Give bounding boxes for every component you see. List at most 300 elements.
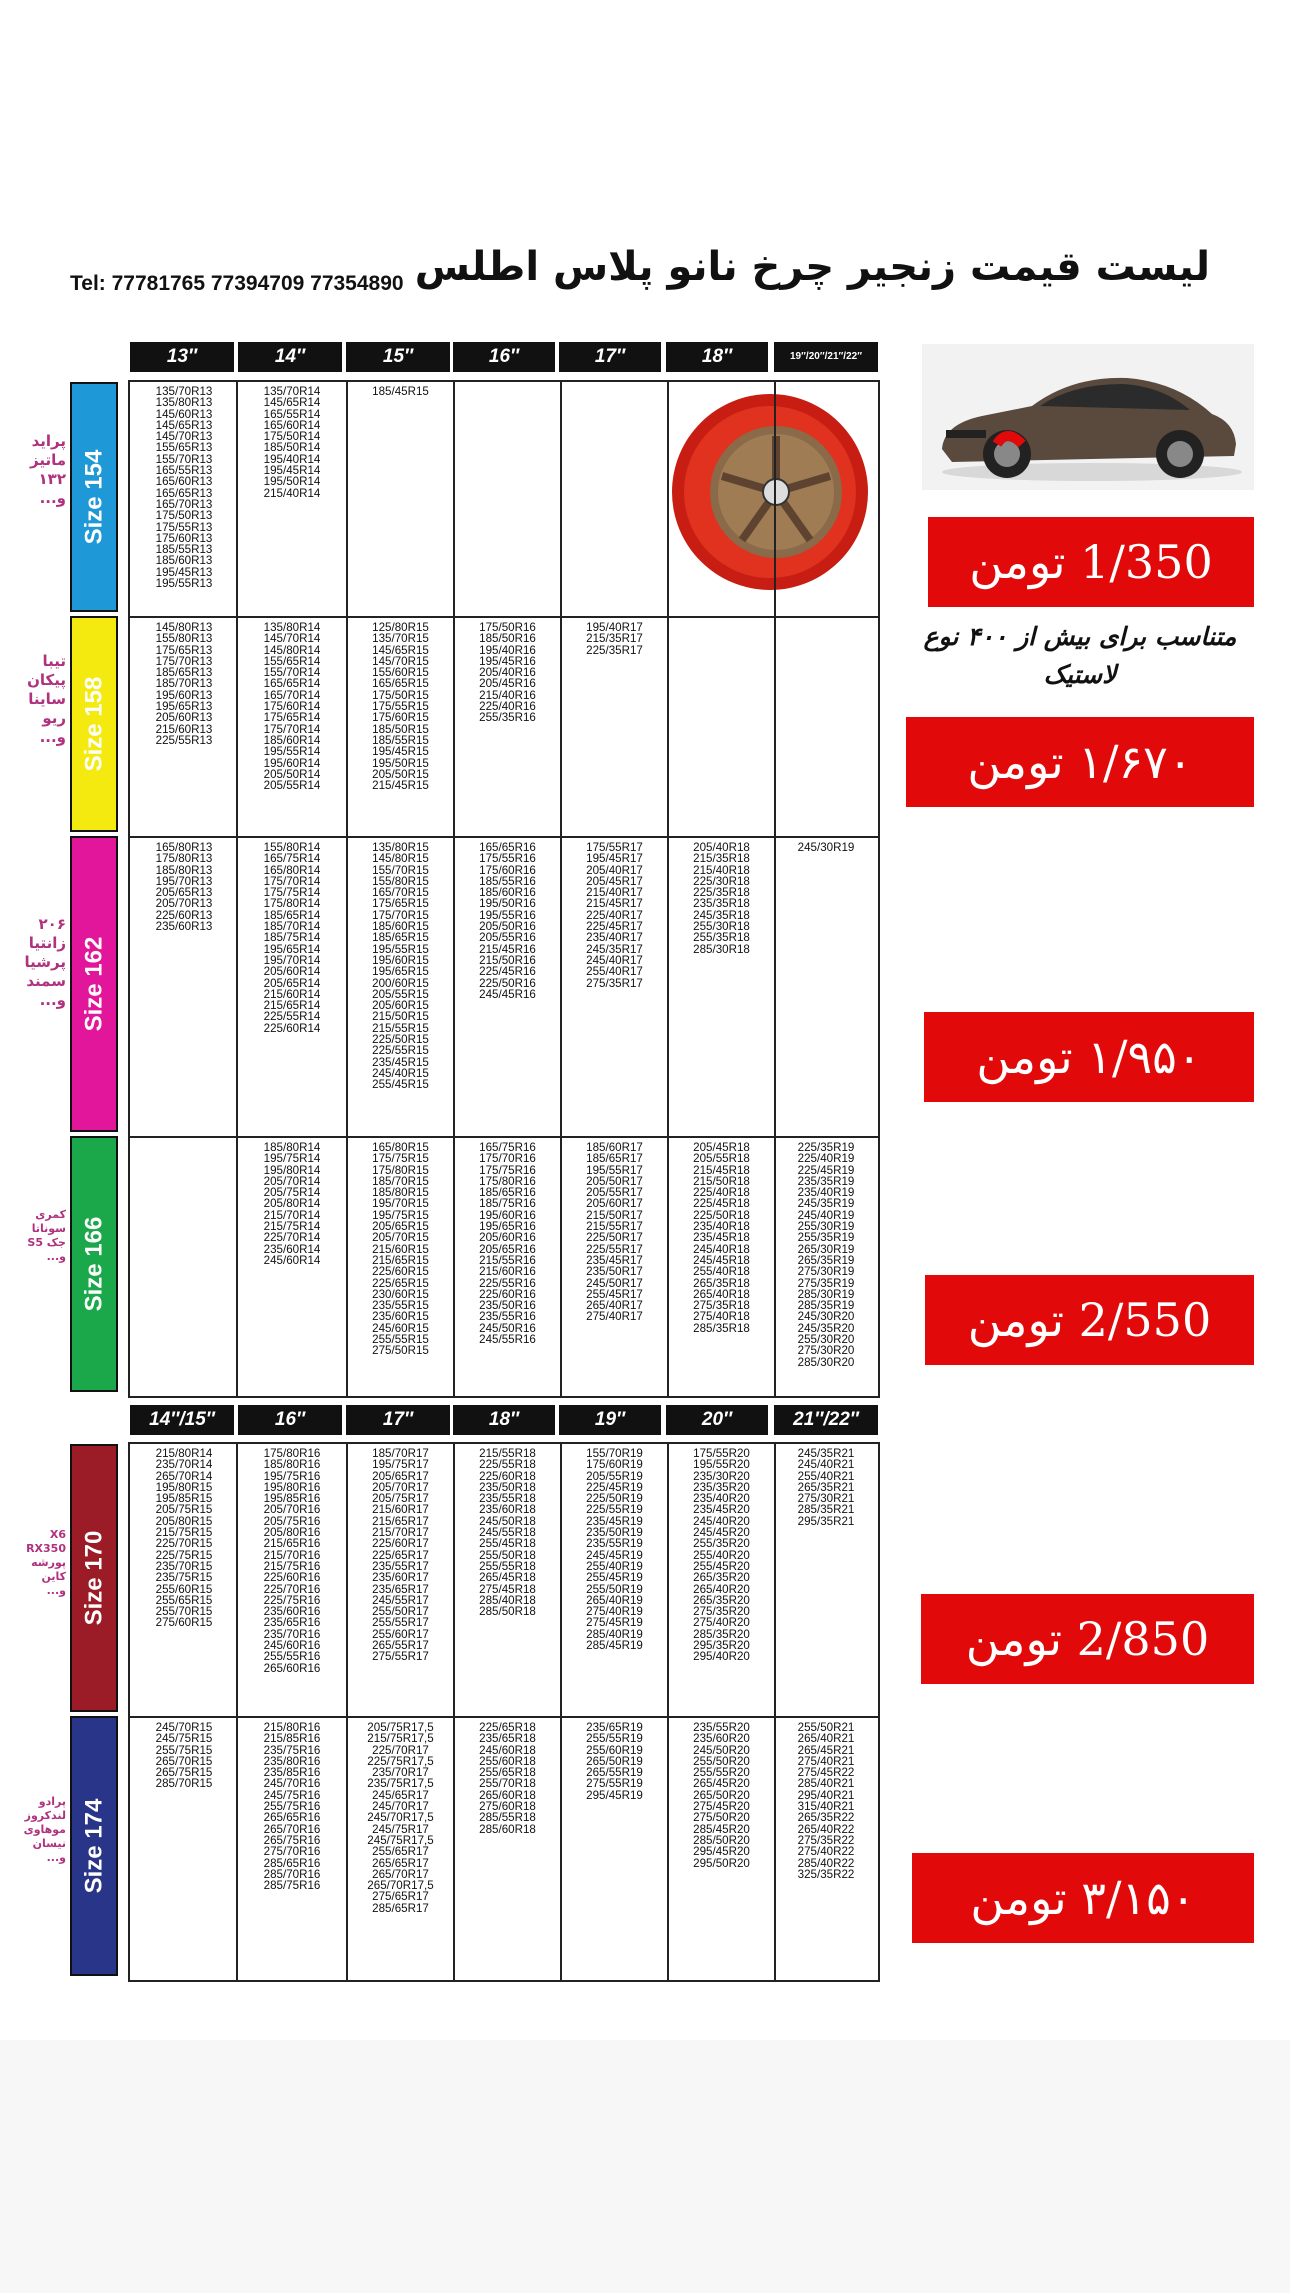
tire-size: 275/65R17 <box>372 1890 429 1904</box>
size-cell <box>130 1718 238 1980</box>
bottom-blank-area <box>0 2040 1290 2293</box>
tire-size: 235/55R20 <box>693 1721 750 1734</box>
tire-size: 235/40R18 <box>693 1220 750 1234</box>
tire-size: 225/55R13 <box>155 733 213 747</box>
tire-size: 195/70R15 <box>372 1197 429 1211</box>
tire-size: 215/50R18 <box>693 1174 750 1188</box>
tire-size: 245/35R17 <box>586 942 643 956</box>
size-cell <box>560 1444 667 1716</box>
size-label-bar <box>70 1444 118 1712</box>
table-row <box>130 1444 878 1716</box>
tire-size: 285/40R21 <box>797 1777 855 1791</box>
size-cell <box>453 382 560 616</box>
tire-size: 245/70R17 <box>372 1800 429 1814</box>
tire-size: 235/60R15 <box>372 1310 429 1324</box>
tire-size: 245/75R15 <box>155 1732 213 1746</box>
tire-size: 215/60R15 <box>372 1242 429 1256</box>
tire-size: 215/50R16 <box>479 953 536 967</box>
table2-header-4: 19″ <box>559 1405 661 1435</box>
tire-size: 225/50R18 <box>693 1208 750 1222</box>
tire-size: 285/65R16 <box>263 1856 321 1870</box>
tire-size: 235/45R19 <box>586 1514 643 1528</box>
tire-size: 195/50R14 <box>263 475 321 489</box>
tire-size: 245/70R15 <box>155 1721 213 1734</box>
tire-size: 245/45R16 <box>479 987 536 1001</box>
tire-size: 245/55R18 <box>479 1526 536 1540</box>
tire-size: 275/30R19 <box>797 1265 855 1279</box>
tire-size: 155/80R15 <box>372 874 429 888</box>
size-label-bar <box>70 836 118 1132</box>
size-cell <box>130 838 238 1136</box>
tire-size: 255/50R17 <box>372 1605 429 1619</box>
tire-size: 185/75R14 <box>263 931 321 945</box>
tire-size: 195/75R15 <box>372 1208 429 1222</box>
tire-size: 195/60R13 <box>155 688 213 702</box>
tire-size: 275/35R17 <box>586 976 643 990</box>
price-size-158: ۱/۶۷۰ تومن <box>906 717 1254 807</box>
tire-size: 235/40R19 <box>797 1186 855 1200</box>
tire-size: 235/80R16 <box>263 1754 321 1768</box>
tire-size: 225/60R18 <box>479 1469 536 1483</box>
tire-size: 275/60R18 <box>479 1800 536 1814</box>
car-model-name: ماتیز <box>29 451 66 469</box>
size-cell <box>774 1138 876 1396</box>
tire-size: 215/40R18 <box>693 863 750 877</box>
tire-size: 285/40R19 <box>586 1627 643 1641</box>
tire-size: 175/80R14 <box>263 897 321 911</box>
tire-size: 215/75R15 <box>155 1526 213 1540</box>
tire-size: 185/70R14 <box>263 920 321 934</box>
tire-size: 195/55R13 <box>155 577 213 591</box>
tire-size: 245/40R21 <box>797 1458 855 1472</box>
tire-size: 175/60R13 <box>155 531 213 545</box>
tire-size: 235/55R19 <box>586 1537 643 1551</box>
tire-size: 215/40R17 <box>586 886 643 900</box>
tire-size: 205/45R17 <box>586 874 643 888</box>
tire-size: 275/40R22 <box>797 1845 855 1859</box>
tire-size: 185/50R16 <box>479 632 536 646</box>
tire-size: 195/85R16 <box>263 1492 321 1506</box>
tire-size: 185/55R16 <box>479 874 536 888</box>
tire-size: 205/55R19 <box>586 1469 643 1483</box>
tire-size: 205/75R16 <box>263 1514 321 1528</box>
tire-size: 205/55R14 <box>263 779 321 793</box>
table2-header-3: 18″ <box>453 1405 555 1435</box>
tire-size: 215/70R14 <box>263 1208 321 1222</box>
tire-size: 295/35R21 <box>797 1514 855 1528</box>
size-cell <box>667 618 774 836</box>
tire-size: 225/45R18 <box>693 1197 750 1211</box>
tire-size: 245/50R17 <box>586 1276 643 1290</box>
tire-size: 175/55R20 <box>693 1447 750 1460</box>
tire-size: 235/65R19 <box>586 1721 643 1734</box>
size-cell <box>560 1138 667 1396</box>
table1-header-2: 15″ <box>346 342 450 372</box>
tire-size: 285/45R20 <box>693 1822 750 1836</box>
tire-size: 235/70R17 <box>372 1766 429 1780</box>
car-model-name: ریو <box>42 709 66 727</box>
tire-size: 225/50R16 <box>479 976 536 990</box>
tire-size: 235/60R17 <box>372 1571 429 1585</box>
tire-size: 155/80R13 <box>155 632 213 646</box>
tire-size: 255/40R17 <box>586 965 643 979</box>
size-label-bar <box>70 1716 118 1976</box>
tire-size: 285/30R20 <box>797 1355 855 1369</box>
tire-size: 245/60R15 <box>372 1321 429 1335</box>
tire-size: 165/60R13 <box>155 475 213 489</box>
size-cell <box>667 1718 774 1980</box>
tire-size: 215/60R13 <box>155 722 213 736</box>
tire-size: 215/55R18 <box>479 1447 536 1460</box>
tire-size: 195/75R16 <box>263 1469 321 1483</box>
tire-size: 285/55R18 <box>479 1811 536 1825</box>
tire-size: 215/75R17,5 <box>367 1732 434 1746</box>
tire-size: 285/50R18 <box>479 1605 536 1619</box>
tire-size: 205/80R15 <box>155 1514 213 1528</box>
tire-size: 325/35R22 <box>797 1867 855 1881</box>
tire-size: 265/65R17 <box>372 1856 429 1870</box>
table2-grid <box>128 1442 880 1982</box>
table-row <box>130 836 878 1136</box>
tire-size: 205/60R13 <box>155 711 213 725</box>
tire-size: 225/75R17,5 <box>367 1754 434 1768</box>
tire-size: 135/80R13 <box>155 396 213 410</box>
tire-size: 175/50R16 <box>479 621 536 634</box>
car-model-name: ۲۰۶ <box>38 915 66 933</box>
tire-size: 275/35R22 <box>797 1833 855 1847</box>
tire-size: 165/60R14 <box>263 418 321 432</box>
tire-size: 200/60R15 <box>372 976 429 990</box>
tire-size: 255/55R17 <box>372 1616 429 1630</box>
tire-size: 225/50R19 <box>586 1492 643 1506</box>
tire-size: 215/70R17 <box>372 1526 429 1540</box>
tire-size: 205/45R18 <box>693 1141 750 1154</box>
tire-size: 255/50R21 <box>797 1721 855 1734</box>
tire-size: 265/45R18 <box>479 1571 536 1585</box>
tire-size: 145/70R14 <box>263 632 321 646</box>
size-label-bar <box>70 382 118 612</box>
size-label-bar <box>70 616 118 832</box>
size-cell <box>236 618 346 836</box>
tire-size: 145/70R15 <box>372 654 429 668</box>
tire-size: 195/60R14 <box>263 756 321 770</box>
tire-size: 225/40R19 <box>797 1152 855 1166</box>
tire-size: 265/40R20 <box>693 1582 750 1596</box>
size-label: Size 170 <box>80 1530 108 1626</box>
tire-size: 195/55R15 <box>372 942 429 956</box>
tire-size: 155/80R14 <box>263 841 321 854</box>
tire-size: 135/80R14 <box>263 621 321 634</box>
tire-size: 195/80R15 <box>155 1480 213 1494</box>
size-cell <box>130 1138 238 1396</box>
tire-size: 145/65R13 <box>155 418 213 432</box>
tire-size: 225/70R16 <box>263 1582 321 1596</box>
tire-size: 225/60R16 <box>263 1571 321 1585</box>
tire-size: 175/80R16 <box>263 1447 321 1460</box>
tire-size: 195/45R14 <box>263 464 321 478</box>
tire-size: 245/60R18 <box>479 1743 536 1757</box>
tire-size: 175/70R13 <box>155 654 213 668</box>
tire-size: 275/50R20 <box>693 1811 750 1825</box>
tire-size: 175/50R13 <box>155 509 213 523</box>
tire-size: 205/55R16 <box>479 931 536 945</box>
car-model-name: نیسان <box>32 1837 66 1850</box>
tire-size: 205/75R17 <box>372 1492 429 1506</box>
size-cell <box>453 1138 560 1396</box>
tire-size: 245/75R16 <box>263 1788 321 1802</box>
tire-size: 165/70R13 <box>155 497 213 511</box>
tire-size: 255/70R15 <box>155 1605 213 1619</box>
tire-size: 255/75R16 <box>263 1800 321 1814</box>
tire-size: 245/75R17,5 <box>367 1833 434 1847</box>
tire-size: 235/30R20 <box>693 1469 750 1483</box>
table2-header-0: 14″/15″ <box>130 1405 234 1435</box>
tire-size: 245/35R19 <box>797 1197 855 1211</box>
tire-size: 135/70R13 <box>155 385 213 398</box>
tire-size: 235/50R16 <box>479 1299 536 1313</box>
tire-size: 245/40R20 <box>693 1514 750 1528</box>
car-model-name: پیکان <box>27 671 66 689</box>
tire-size: 265/40R22 <box>797 1822 855 1836</box>
top-blank-area <box>0 0 1290 178</box>
tire-size: 195/45R17 <box>586 852 643 866</box>
tire-size: 155/70R14 <box>263 666 321 680</box>
tire-size: 255/30R19 <box>797 1220 855 1234</box>
size-cell <box>236 382 346 616</box>
tire-size: 225/75R16 <box>263 1593 321 1607</box>
tire-size: 205/70R13 <box>155 897 213 911</box>
size-cell <box>453 1444 560 1716</box>
tire-size: 225/55R18 <box>479 1458 536 1472</box>
tire-size: 225/35R18 <box>693 886 750 900</box>
tire-size: 235/85R16 <box>263 1766 321 1780</box>
tire-size: 185/65R13 <box>155 666 213 680</box>
tire-size: 175/65R14 <box>263 711 321 725</box>
tire-size: 215/60R17 <box>372 1503 429 1517</box>
tire-size: 205/40R17 <box>586 863 643 877</box>
tire-size: 275/35R20 <box>693 1605 750 1619</box>
tire-size: 255/60R18 <box>479 1754 536 1768</box>
tire-size: 245/45R18 <box>693 1253 750 1267</box>
tire-size: 265/70R16 <box>263 1822 321 1836</box>
tire-size: 225/45R19 <box>586 1480 643 1494</box>
tire-size: 235/35R18 <box>693 897 750 911</box>
tire-size: 255/55R20 <box>693 1766 750 1780</box>
tire-size: 215/45R15 <box>372 779 429 793</box>
tire-size: 175/60R15 <box>372 711 429 725</box>
tire-size: 215/55R16 <box>479 1253 536 1267</box>
tire-size: 185/80R15 <box>372 1186 429 1200</box>
tire-size: 195/40R17 <box>586 621 643 634</box>
tire-size: 245/40R18 <box>693 1242 750 1256</box>
tire-size: 225/55R17 <box>586 1242 643 1256</box>
tire-size: 225/30R18 <box>693 874 750 888</box>
size-cell <box>667 838 774 1136</box>
tire-size: 225/65R18 <box>479 1721 536 1734</box>
compatibility-note: متناسب برای بیش از ۴۰۰ نوع لاستیک <box>923 622 1237 689</box>
tire-size: 205/75R17,5 <box>367 1721 434 1734</box>
tire-size: 165/80R13 <box>155 841 213 854</box>
price-size-166: 2/550 تومن <box>925 1275 1254 1365</box>
tire-size: 245/30R20 <box>797 1310 855 1324</box>
tire-size: 245/55R17 <box>372 1593 429 1607</box>
tire-size: 265/45R20 <box>693 1777 750 1791</box>
car-model-name: و... <box>46 1851 66 1864</box>
tire-size: 205/65R14 <box>263 976 321 990</box>
size-cell <box>774 1718 876 1980</box>
tire-size: 255/35R19 <box>797 1231 855 1245</box>
tire-size: 155/70R19 <box>586 1447 643 1460</box>
tire-size: 235/50R19 <box>586 1526 643 1540</box>
table-row <box>130 382 878 616</box>
tire-size: 215/55R15 <box>372 1021 429 1035</box>
tire-size: 265/35R20 <box>693 1593 750 1607</box>
tire-size: 265/35R21 <box>797 1480 855 1494</box>
tire-size: 195/55R20 <box>693 1458 750 1472</box>
tire-size: 215/45R17 <box>586 897 643 911</box>
tire-size: 165/80R15 <box>372 1141 429 1154</box>
tire-size: 265/70R17 <box>372 1867 429 1881</box>
tire-size: 195/80R14 <box>263 1163 321 1177</box>
tire-size: 195/75R14 <box>263 1152 321 1166</box>
tire-size: 235/55R16 <box>479 1310 536 1324</box>
car-models <box>26 1528 66 1598</box>
table1-header-6: 19″/20″/21″/22″ <box>774 342 878 372</box>
tire-size: 265/65R16 <box>263 1811 321 1825</box>
tire-size: 215/35R17 <box>586 632 643 646</box>
tire-size: 255/40R18 <box>693 1265 750 1279</box>
tire-size: 175/80R13 <box>155 852 213 866</box>
tire-size: 185/50R15 <box>372 722 429 736</box>
tire-size: 285/35R21 <box>797 1503 855 1517</box>
tire-size: 275/45R22 <box>797 1766 855 1780</box>
tire-size: 275/30R21 <box>797 1492 855 1506</box>
tire-size: 205/70R15 <box>372 1231 429 1245</box>
price-size-162: ۱/۹۵۰ تومن <box>924 1012 1254 1102</box>
tire-size: 185/60R14 <box>263 733 321 747</box>
tire-size: 295/45R19 <box>586 1788 643 1802</box>
table-row <box>130 616 878 836</box>
tire-size: 175/70R16 <box>479 1152 536 1166</box>
tire-size: 175/70R14 <box>263 722 321 736</box>
tire-size: 235/65R17 <box>372 1582 429 1596</box>
tire-size: 265/70R15 <box>155 1754 213 1768</box>
table2-header-5: 20″ <box>666 1405 768 1435</box>
tire-size: 145/65R14 <box>263 396 321 410</box>
tire-size: 235/55R18 <box>479 1492 536 1506</box>
tire-size: 315/40R21 <box>797 1800 855 1814</box>
tire-size: 275/40R17 <box>586 1310 643 1324</box>
tire-size: 245/65R17 <box>372 1788 429 1802</box>
tire-size: 295/35R20 <box>693 1639 750 1653</box>
tire-size: 185/70R17 <box>372 1447 429 1460</box>
tire-size: 175/70R15 <box>372 908 429 922</box>
tire-size: 245/70R17,5 <box>367 1811 434 1825</box>
tire-size: 215/60R16 <box>479 1265 536 1279</box>
tire-size: 265/50R19 <box>586 1754 643 1768</box>
tire-size: 205/50R15 <box>372 767 429 781</box>
tire-size: 185/60R16 <box>479 886 536 900</box>
tire-size: 175/60R19 <box>586 1458 643 1472</box>
tire-size: 205/60R15 <box>372 999 429 1013</box>
tire-size: 165/65R13 <box>155 486 213 500</box>
tire-size: 205/75R14 <box>263 1186 321 1200</box>
tire-size: 235/65R18 <box>479 1732 536 1746</box>
tire-size: 145/80R13 <box>155 621 213 634</box>
tire-size: 255/60R15 <box>155 1582 213 1596</box>
tire-size: 255/50R19 <box>586 1582 643 1596</box>
car-photo <box>922 344 1254 490</box>
tire-size: 245/35R18 <box>693 908 750 922</box>
tire-size: 235/55R15 <box>372 1299 429 1313</box>
tire-size: 255/35R20 <box>693 1537 750 1551</box>
size-label: Size 154 <box>80 449 108 545</box>
tire-size: 215/85R16 <box>263 1732 321 1746</box>
size-cell <box>236 1444 346 1716</box>
tire-size: 225/60R13 <box>155 908 213 922</box>
car-model-name: پرادو <box>38 1795 66 1808</box>
tire-size: 275/55R17 <box>372 1650 429 1664</box>
tire-size: 195/65R16 <box>479 1220 536 1234</box>
tire-size: 175/80R16 <box>479 1174 536 1188</box>
size-cell <box>346 618 453 836</box>
tire-size: 275/50R15 <box>372 1344 429 1358</box>
tire-size: 215/70R16 <box>263 1548 321 1562</box>
tire-size: 185/80R14 <box>263 1141 321 1154</box>
tire-size: 185/60R13 <box>155 554 213 568</box>
car-model-name: ساینا <box>28 690 66 708</box>
price-size-154: 1/350 تومن <box>928 517 1254 607</box>
tire-size: 285/50R20 <box>693 1833 750 1847</box>
table-row <box>130 1716 878 1980</box>
tire-size: 245/40R15 <box>372 1066 429 1080</box>
tire-size: 225/70R14 <box>263 1231 321 1245</box>
tire-size: 225/35R17 <box>586 643 643 657</box>
tire-size: 245/35R21 <box>797 1447 855 1460</box>
tire-size: 225/65R15 <box>372 1276 429 1290</box>
tire-size: 185/65R16 <box>479 1186 536 1200</box>
page-title: لیست قیمت زنجیر چرخ نانو پلاس اطلس <box>414 244 1210 290</box>
tire-size: 275/70R16 <box>263 1845 321 1859</box>
car-model-name: و... <box>39 489 66 507</box>
table2-header-1: 16″ <box>238 1405 342 1435</box>
table2-header-6: 21″/22″ <box>774 1405 878 1435</box>
tire-size: 275/60R15 <box>155 1616 213 1630</box>
size-cell <box>560 618 667 836</box>
tire-size: 175/60R16 <box>479 863 536 877</box>
tire-size: 255/50R20 <box>693 1754 750 1768</box>
car-model-name: جک S5 <box>27 1236 66 1249</box>
tire-size: 255/55R15 <box>372 1333 429 1347</box>
tire-size: 295/45R20 <box>693 1845 750 1859</box>
tire-size: 195/40R16 <box>479 643 536 657</box>
tire-size: 165/70R15 <box>372 886 429 900</box>
tire-size: 285/75R16 <box>263 1879 321 1893</box>
size-cell <box>774 382 876 616</box>
tire-size: 155/65R13 <box>155 441 213 455</box>
tire-size: 205/50R17 <box>586 1174 643 1188</box>
tire-size: 265/40R17 <box>586 1299 643 1313</box>
tire-size: 205/55R15 <box>372 987 429 1001</box>
tire-size: 265/30R19 <box>797 1242 855 1256</box>
tire-size: 205/75R15 <box>155 1503 213 1517</box>
tire-size: 175/75R16 <box>479 1163 536 1177</box>
tire-size: 155/60R15 <box>372 666 429 680</box>
car-model-name: تیبا <box>42 652 66 670</box>
car-model-name: X6 <box>49 1528 66 1541</box>
tire-size: 245/35R20 <box>797 1321 855 1335</box>
tire-size: 245/50R20 <box>693 1743 750 1757</box>
